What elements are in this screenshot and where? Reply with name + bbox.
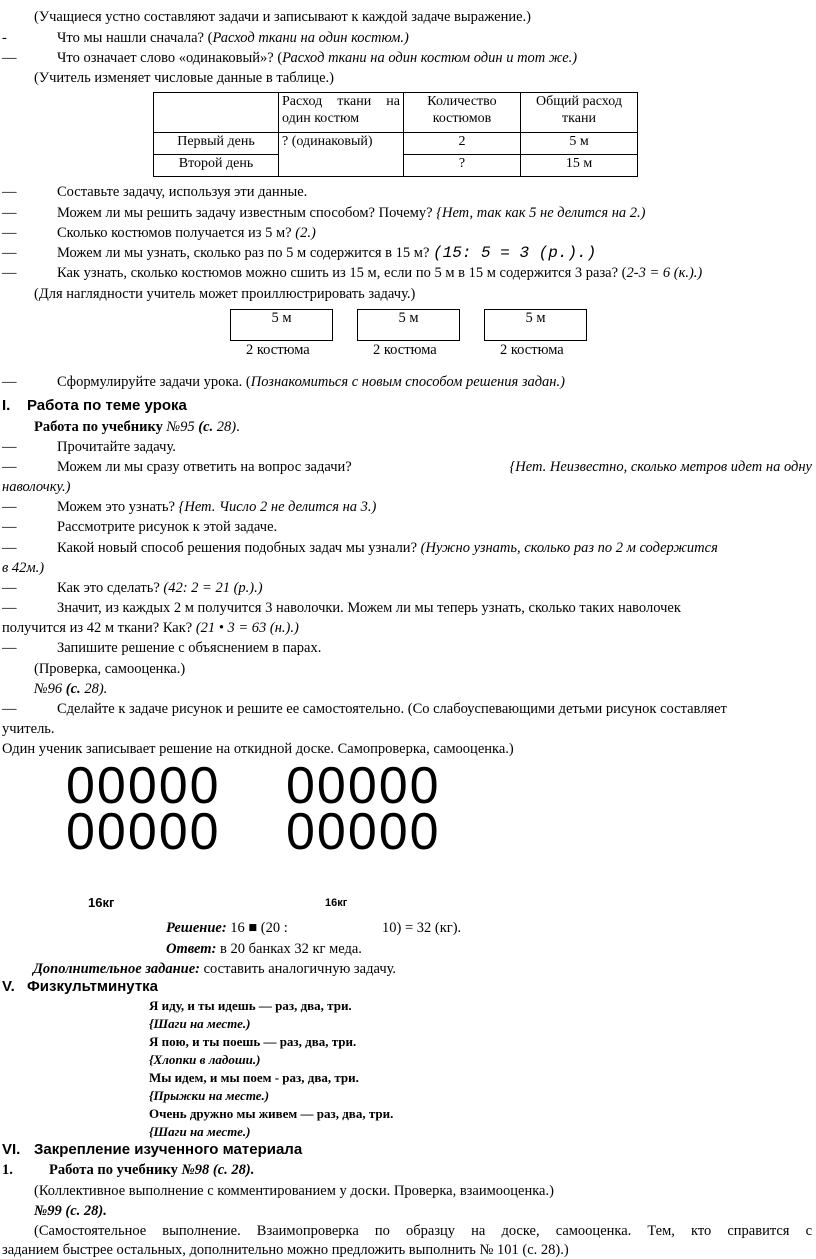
- weight-label: 16кг: [88, 895, 115, 910]
- exercise-poem: [149, 997, 393, 1141]
- teacher-note: (Для наглядности учитель может проиллюстрировать задачу.): [34, 286, 416, 302]
- section-heading: I. Работа по теме урока: [2, 397, 187, 414]
- continuation-line: заданием быстрее остальных, дополнительно можно предложить выполнить № 101 (с. 28).): [2, 1242, 569, 1258]
- teacher-note: (Учитель изменяет числовые данные в таблице.): [34, 70, 334, 86]
- continuation-line: наволочку.): [2, 479, 71, 495]
- weight-label: 16кг: [325, 897, 348, 909]
- extra-task-line: Дополнительное задание: составить аналогичную задачу.: [33, 961, 397, 977]
- poem-line: Очень дружно мы живем — раз, два, три.: [149, 1106, 394, 1121]
- textbook-task: №99 (с. 28).: [34, 1203, 107, 1219]
- box-caption: 2 костюма: [246, 342, 310, 358]
- poem-line: {Шаги на месте.): [149, 1016, 251, 1031]
- table-cell: 15 м: [521, 155, 638, 177]
- teacher-note: (Коллективное выполнение с комментированием у доски. Проверка, взаимооценка.): [34, 1183, 554, 1199]
- teacher-note: (Самостоятельное выполнение. Взаимопроверка по образцу на доске, самооценка. Тем, кто справится с: [34, 1223, 812, 1239]
- data-table: [153, 92, 638, 177]
- table-header: Расход ткани на один костюм: [279, 93, 404, 133]
- solution-line: 10) = 32 (кг).: [382, 920, 462, 936]
- table-header: Общий расход ткани: [521, 93, 638, 133]
- intro-line: (Учащиеся устно составляют задачи и записывают к каждой задаче выражение.): [34, 9, 532, 25]
- table-cell: ?: [404, 155, 521, 177]
- section-heading: V. Физкультминутка: [2, 978, 159, 995]
- honey-jars-row: 00000: [286, 803, 441, 861]
- table-cell: Первый день: [154, 133, 279, 155]
- table-cell: ? (одинаковый): [279, 133, 404, 177]
- box-caption: 2 костюма: [500, 342, 564, 358]
- continuation-line: в 42м.): [2, 560, 45, 576]
- fabric-box: 5 м: [484, 309, 587, 341]
- honey-jars-row: 00000: [66, 803, 221, 861]
- poem-line: {Хлопки в ладоши.): [149, 1052, 261, 1067]
- continuation-line: учитель.: [2, 721, 55, 737]
- box-caption: 2 костюма: [373, 342, 437, 358]
- poem-line: Я пою, и ты поешь — раз, два, три.: [149, 1034, 357, 1049]
- poem-line: {Прыжки на месте.): [149, 1088, 270, 1103]
- dash-marker: -: [2, 30, 7, 46]
- fabric-box: 5 м: [230, 309, 333, 341]
- table-cell: 2: [404, 133, 521, 155]
- answer-line: Ответ: в 20 банках 32 кг меда.: [166, 941, 362, 957]
- table-cell: Второй день: [154, 155, 279, 177]
- table-header: Количество костюмов: [404, 93, 521, 133]
- honey-jars-row: 00000: [286, 757, 441, 815]
- section-heading: VI. Закрепление изученного материала: [2, 1141, 303, 1158]
- textbook-task: Работа по учебнику №95 (с. 28).: [34, 419, 240, 435]
- poem-line: Я иду, и ты идешь — раз, два, три.: [149, 998, 352, 1013]
- table-cell: 5 м: [521, 133, 638, 155]
- honey-jars-row: 00000: [66, 757, 221, 815]
- textbook-task: 1. Работа по учебнику №98 (с. 28).: [2, 1162, 255, 1178]
- textbook-task: №96 (с. 28).: [34, 681, 108, 697]
- poem-line: {Шаги на месте.): [149, 1124, 251, 1139]
- teacher-note: (Проверка, самооценка.): [34, 661, 186, 677]
- continuation-line: получится из 42 м ткани? Как? (21 • 3 = 63 (н.).): [2, 620, 299, 636]
- teacher-note: Один ученик записывает решение на откидной доске. Самопроверка, самооценка.): [2, 741, 514, 757]
- solution-line: Решение: 16 ■ (20 :: [166, 920, 288, 936]
- fabric-box: 5 м: [357, 309, 460, 341]
- poem-line: Мы идем, и мы поем - раз, два, три.: [149, 1070, 359, 1085]
